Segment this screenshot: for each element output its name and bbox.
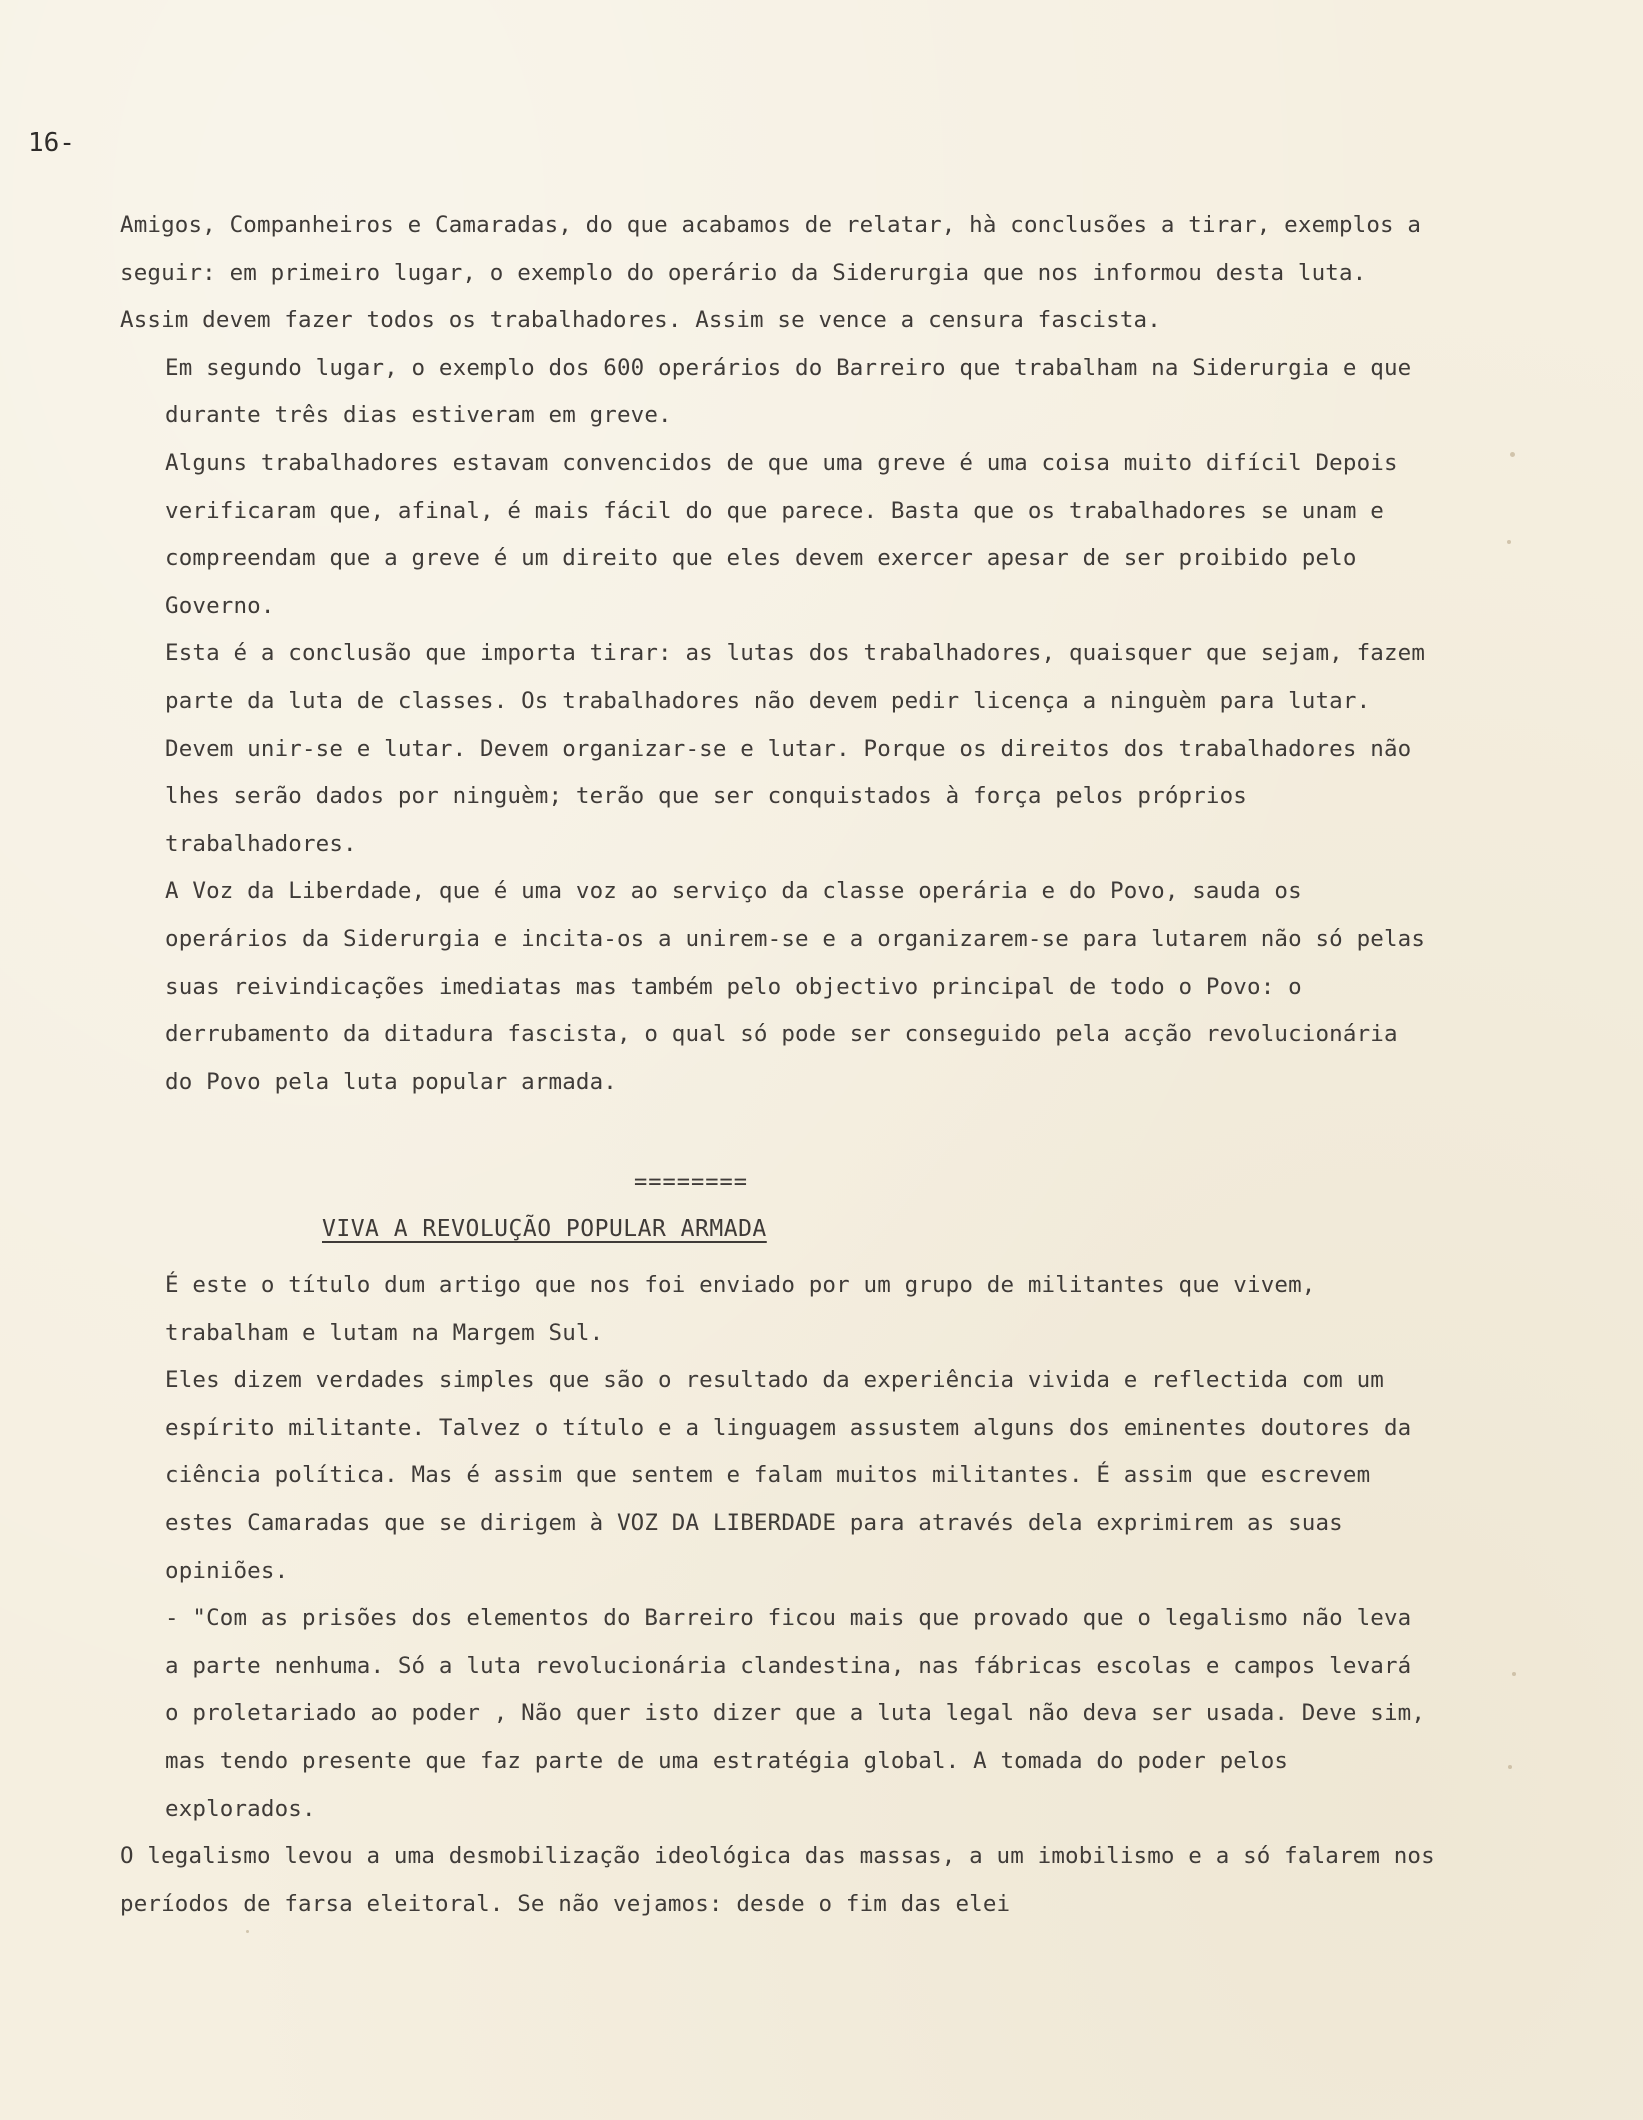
paragraph: - "Com as prisões dos elementos do Barreiro ficou mais que provado que o legalismo não leva a parte nenhuma. Só a luta revolucionária clandestina, nas fábricas escolas e campos levará o proletariado ao poder , Não quer isto dizer que a luta legal não deva ser usada. Deve sim, mas tendo presente que faz parte de uma estratégia global. A tomada do poder pelos explorados.	[165, 1605, 1426, 1822]
article-body-section-2	[120, 1262, 1438, 1928]
paragraph: Em segundo lugar, o exemplo dos 600 operários do Barreiro que trabalham na Siderurgia e que durante três dias estiveram em greve.	[165, 354, 1412, 429]
paper-speck	[1508, 1765, 1512, 1769]
section-title: VIVA A REVOLUÇÃO POPULAR ARMADA	[322, 1216, 767, 1242]
paper-speck	[1507, 540, 1511, 544]
paper-speck	[246, 1930, 249, 1933]
section-divider: ========	[634, 1170, 748, 1195]
paragraph: Amigos, Companheiros e Camaradas, do que acabamos de relatar, hà conclusões a tirar, exemplos a seguir: em primeiro lugar, o exemplo do operário da Siderurgia que nos informou desta luta. Assim devem fazer todos os trabalhadores. Assim se vence a censura fascista.	[120, 212, 1422, 334]
paragraph: Esta é a conclusão que importa tirar: as lutas dos trabalhadores, quaisquer que sejam, fazem parte da luta de classes. Os trabalhadores não devem pedir licença a ninguèm para lutar. Devem unir-se e lutar. Devem organizar-se e lutar. Porque os direitos dos trabalhadores não lhes serão dados por ninguèm; terão que ser conquistados à força pelos próprios trabalhadores.	[165, 640, 1426, 857]
paragraph: A Voz da Liberdade, que é uma voz ao serviço da classe operária e do Povo, sauda os operários da Siderurgia e incita-os a unirem-se e a organizarem-se para lutarem não só pelas suas reivindicações imediatas mas também pelo objectivo principal de todo o Povo: o derrubamento da ditadura fascista, o qual só pode ser conseguido pela acção revolucionária do Povo pela luta popular armada.	[165, 878, 1426, 1095]
paper-speck	[1512, 1672, 1516, 1676]
paragraph: O legalismo levou a uma desmobilização ideológica das massas, a um imobilismo e a só falarem nos períodos de farsa eleitoral. Se não vejamos: desde o fim das elei	[120, 1843, 1435, 1917]
article-body-section-1	[120, 202, 1438, 1106]
paragraph: Eles dizem verdades simples que são o resultado da experiência vivida e reflectida com um espírito militante. Talvez o título e a linguagem assustem alguns dos eminentes doutores da ciência política. Mas é assim que sentem e falam muitos militantes. É assim que escrevem estes Camaradas que se dirigem à VOZ DA LIBERDADE para através dela exprimirem as suas opiniões.	[165, 1367, 1412, 1584]
paper-speck	[1510, 452, 1515, 457]
paragraph: Alguns trabalhadores estavam convencidos de que uma greve é uma coisa muito difícil Depois verificaram que, afinal, é mais fácil do que parece. Basta que os trabalhadores se unam e compreendam que a greve é um direito que eles devem exercer apesar de ser proibido pelo Governo.	[165, 449, 1398, 619]
page-number: 16-	[28, 128, 75, 158]
paragraph: É este o título dum artigo que nos foi enviado por um grupo de militantes que vivem, trabalham e lutam na Margem Sul.	[165, 1272, 1316, 1346]
